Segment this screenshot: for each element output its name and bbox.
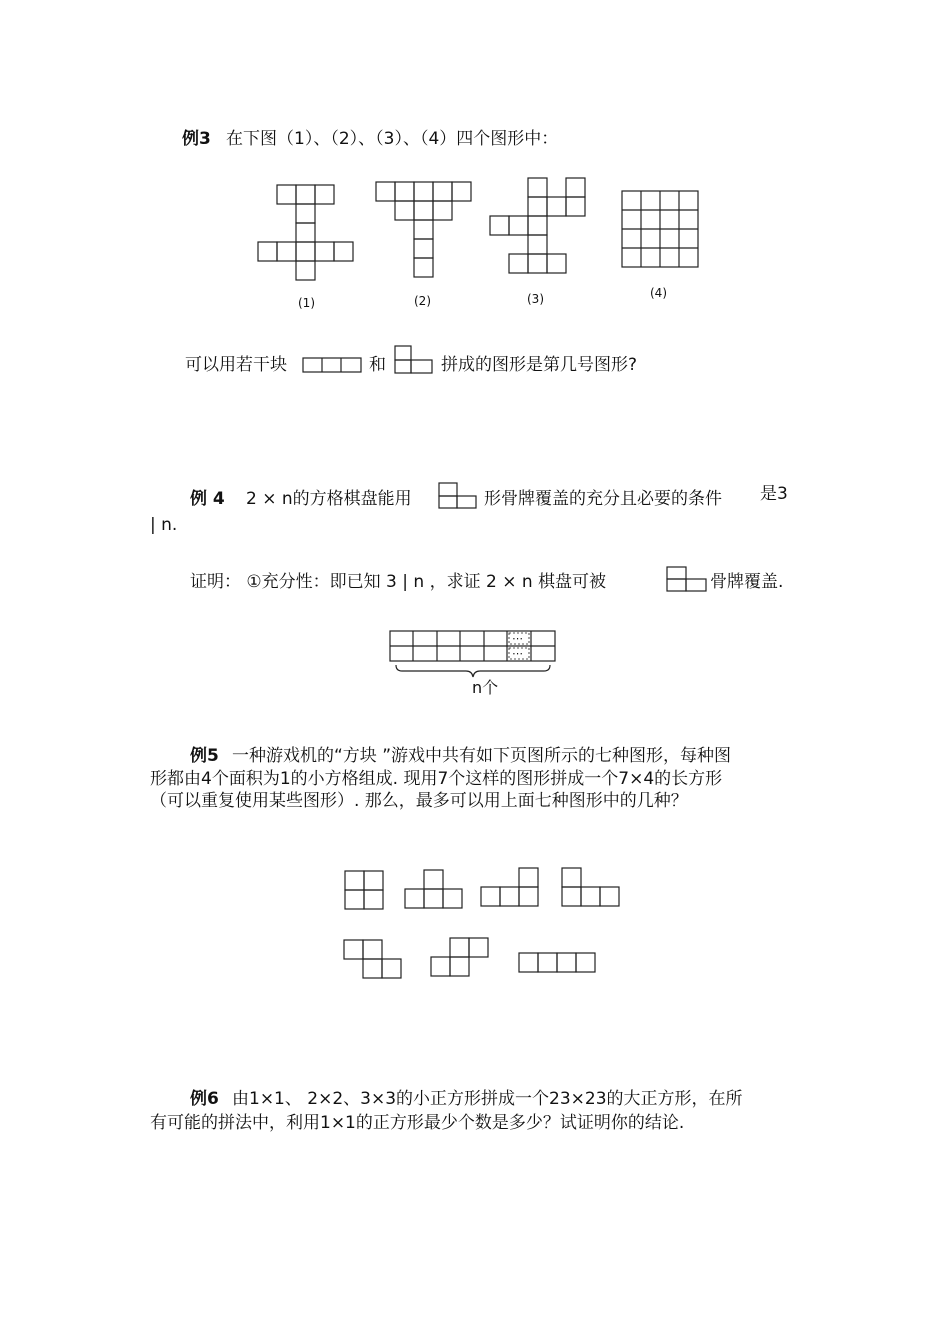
l-triomino-icon-proof [667, 567, 706, 591]
ex4-statement-part2: 形骨牌覆盖的充分且必要的条件 [484, 489, 722, 509]
ex5-line-3: （可以重复使用某些图形）. 那么，最多可以用上面七种图形中的几种？ [150, 791, 688, 811]
ex3-figure-3 [490, 178, 585, 273]
example-6-label: 例6 [190, 1089, 219, 1109]
two-by-n-board [390, 631, 555, 661]
example-4-label: 例 4 [190, 489, 225, 509]
ex5-line-2: 形都由4个面积为1的小方格组成. 现用7个这样的图形拼成一个7×4的长方形 [150, 769, 723, 789]
ex3-figure-4-label: (4) [650, 286, 667, 300]
ex6-line-2: 有可能的拼法中，利用1×1的正方形最少个数是多少？试证明你的结论. [150, 1113, 685, 1133]
l-triomino-icon-statement [439, 483, 476, 508]
brace [396, 665, 550, 677]
board-dots-top: ⋯ [512, 632, 523, 645]
example-3-label: 例3 [182, 129, 211, 149]
ex3-figure-2 [376, 182, 471, 277]
l-triomino-icon [395, 346, 432, 373]
tetromino-z [344, 940, 401, 978]
tetromino-j [562, 868, 619, 906]
tetromino-t [405, 870, 462, 908]
ex6-line-1: 由1×1、 2×2、3×3的小正方形拼成一个23×23的大正方形，在所 [232, 1089, 743, 1109]
board-dots-bottom: ⋯ [512, 647, 523, 660]
ex5-line-1: 一种游戏机的“方块 ”游戏中共有如下页图所示的七种图形，每种图 [232, 746, 732, 766]
ex3-question-part1: 可以用若干块 [185, 355, 287, 375]
tetromino-l [481, 868, 538, 906]
ex4-statement-part1: 2 × n的方格棋盘能用 [246, 489, 412, 509]
straight-triomino-icon [303, 358, 361, 372]
tetromino-s [431, 938, 488, 976]
ex3-figure-2-label: (2) [414, 294, 431, 308]
ex3-figure-1 [258, 185, 353, 280]
ex3-question-and: 和 [369, 355, 386, 375]
example-5-label: 例5 [190, 746, 219, 766]
ex4-statement-part4: | n. [150, 515, 178, 535]
tetromino-o [345, 871, 383, 909]
ex3-figure-4 [622, 191, 698, 267]
ex4-proof-part2: 骨牌覆盖. [710, 572, 784, 592]
ex4-statement-part3: 是3 [760, 484, 788, 504]
ex3-question-part2: 拼成的图形是第几号图形? [441, 355, 638, 375]
example-3-prompt: 在下图（1）、（2）、（3）、（4）四个图形中： [226, 129, 559, 149]
ex3-figure-3-label: (3) [527, 292, 544, 306]
ex3-figure-1-label: (1) [298, 296, 315, 310]
tetromino-i [519, 953, 595, 972]
brace-label: n个 [472, 678, 499, 697]
ex4-proof-part1: 证明： ①充分性：即已知 3 | n ，求证 2 × n 棋盘可被 [190, 572, 607, 592]
